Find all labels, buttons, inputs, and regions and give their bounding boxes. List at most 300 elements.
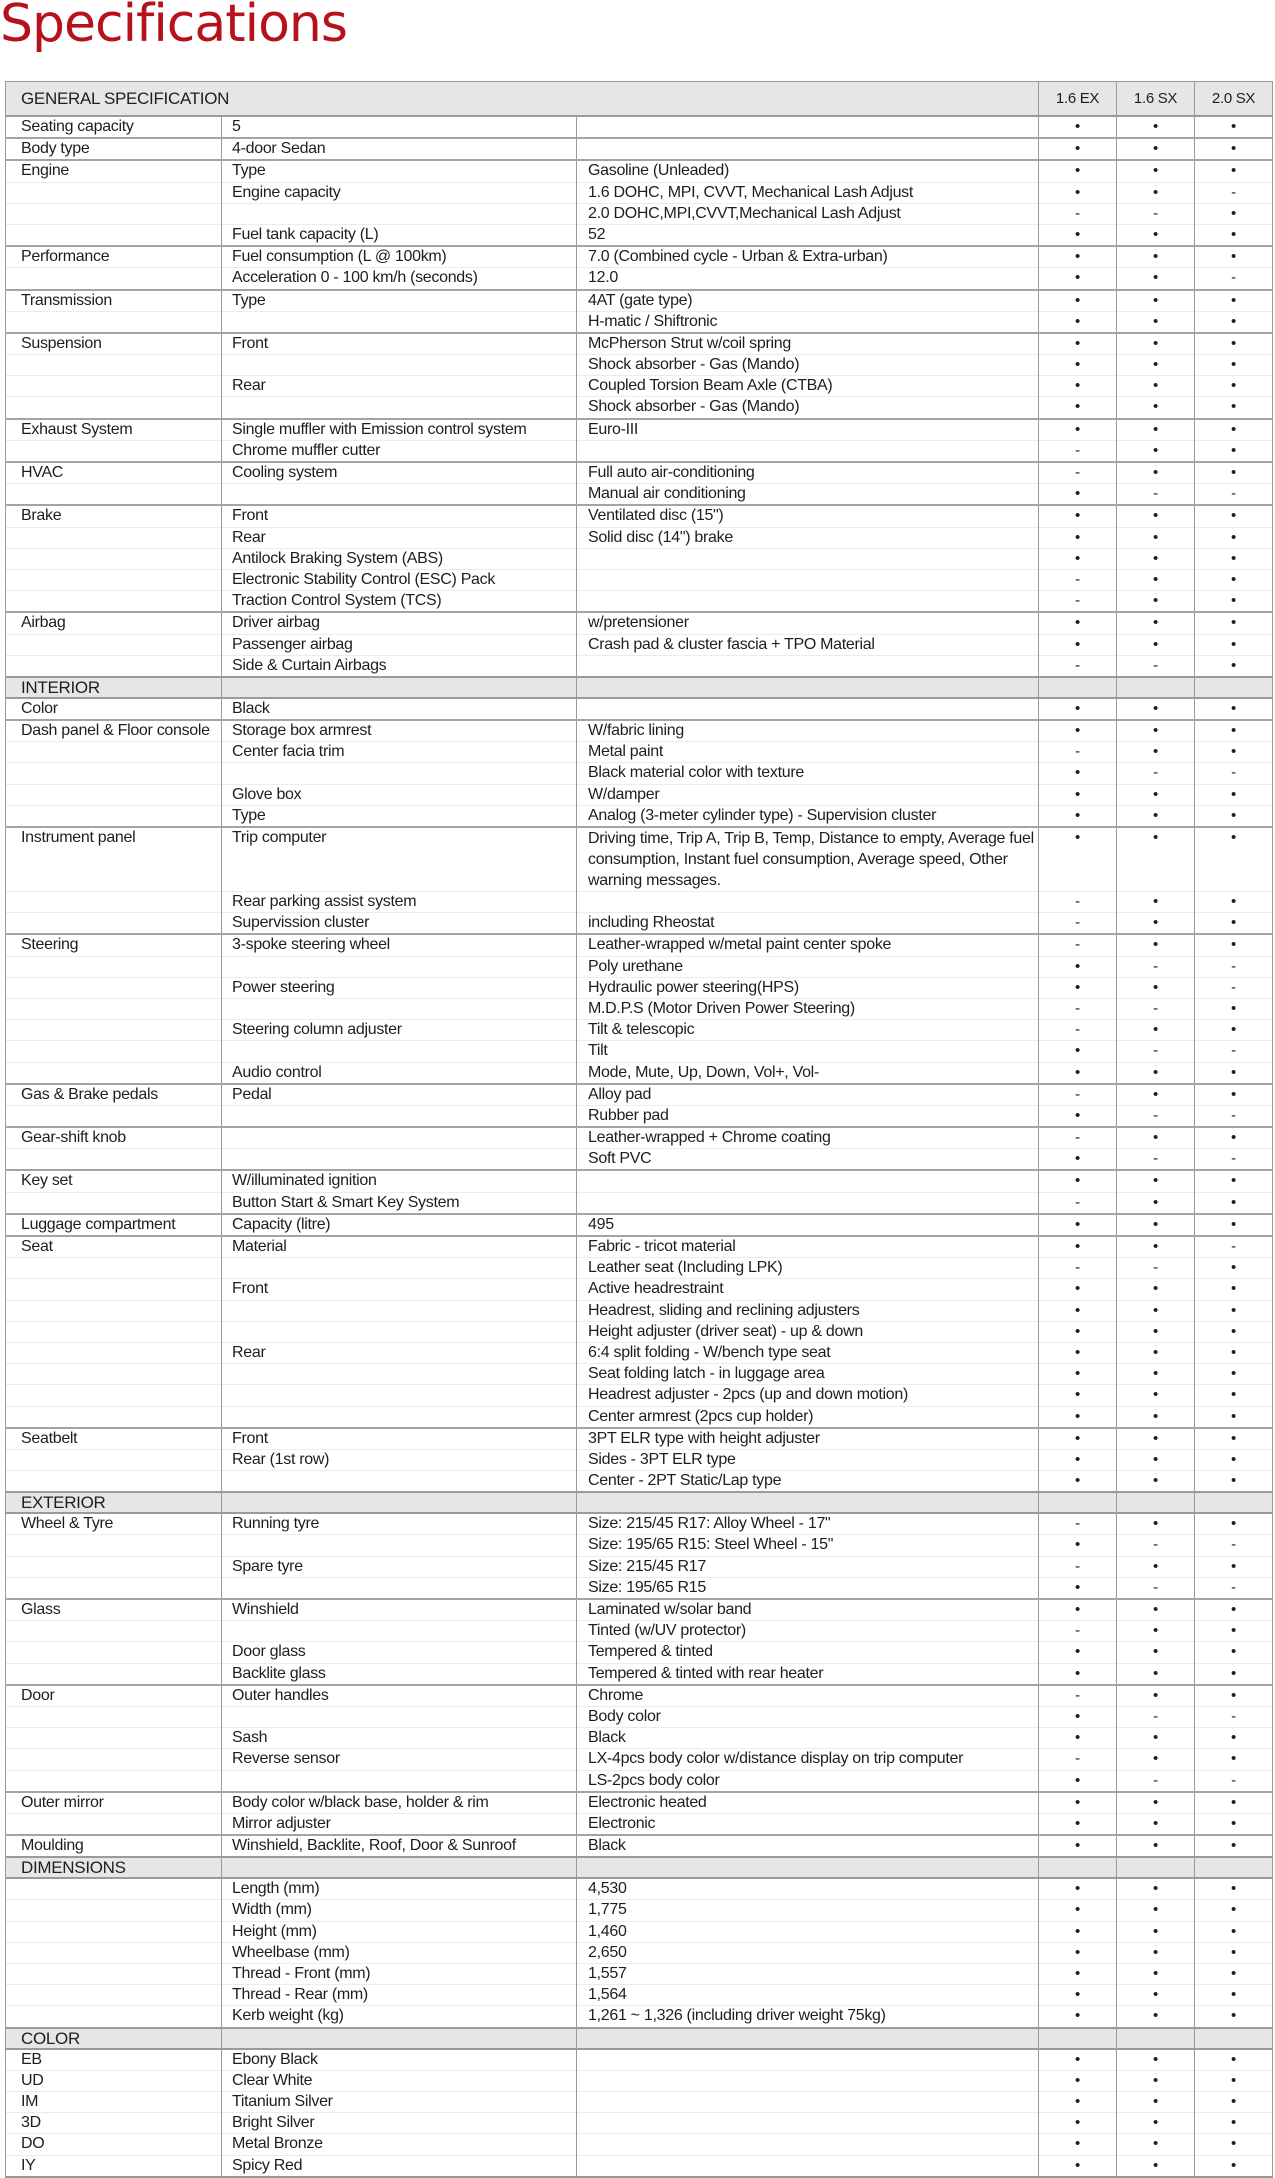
availability-mark-2-0-sx: • bbox=[1195, 569, 1273, 590]
spec-category: Brake bbox=[6, 505, 222, 527]
spec-row bbox=[6, 1321, 1273, 1342]
availability-mark-1-6-sx: • bbox=[1117, 827, 1195, 892]
spec-item: Fuel consumption (L @ 100km) bbox=[222, 246, 577, 268]
spec-row bbox=[6, 784, 1273, 805]
spec-row bbox=[6, 1170, 1273, 1192]
spec-detail: LS-2pcs body color bbox=[577, 1770, 1039, 1792]
availability-mark-1-6-sx: • bbox=[1117, 1300, 1195, 1321]
availability-mark-1-6-ex: - bbox=[1039, 1020, 1117, 1041]
spec-detail: Body color bbox=[577, 1706, 1039, 1727]
availability-mark-2-0-sx: • bbox=[1195, 160, 1273, 182]
availability-mark-1-6-ex: - bbox=[1039, 1513, 1117, 1535]
availability-mark-2-0-sx: - bbox=[1195, 763, 1273, 784]
spec-row bbox=[6, 720, 1273, 742]
spec-category bbox=[6, 1535, 222, 1556]
spec-item: Winshield bbox=[222, 1599, 577, 1621]
spec-item: Outer handles bbox=[222, 1685, 577, 1707]
availability-mark-2-0-sx: • bbox=[1195, 1300, 1273, 1321]
spec-category bbox=[6, 311, 222, 333]
availability-mark-1-6-sx: • bbox=[1117, 1556, 1195, 1577]
spec-item bbox=[222, 355, 577, 376]
spec-item bbox=[222, 956, 577, 977]
spec-category: Instrument panel bbox=[6, 827, 222, 892]
spec-item bbox=[222, 1577, 577, 1599]
spec-item: Door glass bbox=[222, 1642, 577, 1663]
spec-detail: Analog (3-meter cylinder type) - Supervision cluster bbox=[577, 805, 1039, 827]
availability-mark-1-6-ex: - bbox=[1039, 655, 1117, 677]
spec-row bbox=[6, 1813, 1273, 1835]
availability-mark-2-0-sx: • bbox=[1195, 224, 1273, 246]
spec-item: Traction Control System (TCS) bbox=[222, 591, 577, 613]
availability-mark-1-6-ex: - bbox=[1039, 1621, 1117, 1642]
spec-detail: Black bbox=[577, 1835, 1039, 1857]
spec-item: Reverse sensor bbox=[222, 1749, 577, 1770]
availability-mark-1-6-ex: • bbox=[1039, 116, 1117, 138]
availability-mark-1-6-ex: • bbox=[1039, 1364, 1117, 1385]
section-header-filler bbox=[1195, 1857, 1273, 1878]
spec-detail: 1,775 bbox=[577, 1900, 1039, 1921]
section-header-filler bbox=[1039, 2028, 1117, 2049]
spec-item bbox=[222, 397, 577, 419]
section-title: INTERIOR bbox=[6, 677, 222, 698]
spec-category: Seat bbox=[6, 1236, 222, 1258]
spec-category bbox=[6, 763, 222, 784]
availability-mark-2-0-sx: • bbox=[1195, 892, 1273, 913]
spec-row bbox=[6, 462, 1273, 484]
availability-mark-2-0-sx: • bbox=[1195, 527, 1273, 548]
availability-mark-2-0-sx: • bbox=[1195, 1428, 1273, 1450]
spec-row bbox=[6, 224, 1273, 246]
section-header-row bbox=[6, 1492, 1273, 1513]
availability-mark-1-6-sx: • bbox=[1117, 934, 1195, 956]
spec-row bbox=[6, 1020, 1273, 1041]
spec-item bbox=[222, 1300, 577, 1321]
availability-mark-2-0-sx: • bbox=[1195, 203, 1273, 224]
spec-category bbox=[6, 440, 222, 462]
spec-category bbox=[6, 805, 222, 827]
availability-mark-1-6-sx: • bbox=[1117, 2049, 1195, 2071]
availability-mark-1-6-sx: • bbox=[1117, 1084, 1195, 1106]
availability-mark-1-6-sx: • bbox=[1117, 1342, 1195, 1363]
spec-detail: 4AT (gate type) bbox=[577, 290, 1039, 312]
availability-mark-1-6-sx: • bbox=[1117, 268, 1195, 290]
availability-mark-2-0-sx: • bbox=[1195, 440, 1273, 462]
availability-mark-1-6-sx: - bbox=[1117, 956, 1195, 977]
availability-mark-1-6-ex: • bbox=[1039, 1706, 1117, 1727]
spec-row bbox=[6, 333, 1273, 355]
spec-detail: Crash pad & cluster fascia + TPO Material bbox=[577, 634, 1039, 655]
availability-mark-1-6-ex: • bbox=[1039, 246, 1117, 268]
spec-category bbox=[6, 397, 222, 419]
spec-category bbox=[6, 784, 222, 805]
spec-category bbox=[6, 892, 222, 913]
availability-mark-1-6-sx: • bbox=[1117, 1279, 1195, 1300]
availability-mark-2-0-sx: • bbox=[1195, 419, 1273, 441]
availability-mark-1-6-ex: - bbox=[1039, 203, 1117, 224]
availability-mark-1-6-sx: • bbox=[1117, 742, 1195, 763]
spec-category bbox=[6, 1020, 222, 1041]
availability-mark-2-0-sx: • bbox=[1195, 333, 1273, 355]
spec-item: Single muffler with Emission control system bbox=[222, 419, 577, 441]
availability-mark-2-0-sx: • bbox=[1195, 1599, 1273, 1621]
availability-mark-1-6-sx: • bbox=[1117, 1985, 1195, 2006]
availability-mark-1-6-sx: • bbox=[1117, 1236, 1195, 1258]
spec-row bbox=[6, 1385, 1273, 1406]
spec-row bbox=[6, 1428, 1273, 1450]
spec-category: Seatbelt bbox=[6, 1428, 222, 1450]
spec-row bbox=[6, 1878, 1273, 1900]
availability-mark-1-6-ex: • bbox=[1039, 1813, 1117, 1835]
availability-mark-2-0-sx: • bbox=[1195, 1685, 1273, 1707]
spec-category bbox=[6, 1770, 222, 1792]
availability-mark-1-6-ex: • bbox=[1039, 182, 1117, 203]
availability-mark-2-0-sx: • bbox=[1195, 1192, 1273, 1214]
spec-row bbox=[6, 763, 1273, 784]
spec-item: Winshield, Backlite, Roof, Door & Sunroof bbox=[222, 1835, 577, 1857]
availability-mark-1-6-sx: • bbox=[1117, 569, 1195, 590]
availability-mark-1-6-ex: • bbox=[1039, 1170, 1117, 1192]
section-title: COLOR bbox=[6, 2028, 222, 2049]
spec-category bbox=[6, 224, 222, 246]
spec-row bbox=[6, 1749, 1273, 1770]
spec-detail bbox=[577, 892, 1039, 913]
availability-mark-1-6-ex: • bbox=[1039, 1663, 1117, 1685]
availability-mark-1-6-ex: - bbox=[1039, 462, 1117, 484]
section-title-general: GENERAL SPECIFICATION bbox=[6, 82, 1039, 117]
section-header-filler bbox=[1117, 2028, 1195, 2049]
availability-mark-1-6-sx: - bbox=[1117, 1577, 1195, 1599]
spec-detail: Euro-III bbox=[577, 419, 1039, 441]
spec-row bbox=[6, 290, 1273, 312]
spec-category bbox=[6, 1878, 222, 1900]
availability-mark-1-6-ex: • bbox=[1039, 1214, 1117, 1236]
availability-mark-1-6-sx: • bbox=[1117, 440, 1195, 462]
spec-detail bbox=[577, 548, 1039, 569]
availability-mark-1-6-ex: • bbox=[1039, 1279, 1117, 1300]
spec-item: Thread - Front (mm) bbox=[222, 1964, 577, 1985]
spec-category: Door bbox=[6, 1685, 222, 1707]
spec-item: Front bbox=[222, 505, 577, 527]
spec-row bbox=[6, 892, 1273, 913]
section-header-filler bbox=[1195, 677, 1273, 698]
spec-detail: 6:4 split folding - W/bench type seat bbox=[577, 1342, 1039, 1363]
spec-detail: Full auto air-conditioning bbox=[577, 462, 1039, 484]
spec-item: Rear bbox=[222, 527, 577, 548]
spec-row bbox=[6, 376, 1273, 397]
spec-detail: Tilt bbox=[577, 1041, 1039, 1062]
spec-category bbox=[6, 1300, 222, 1321]
availability-mark-1-6-ex: • bbox=[1039, 698, 1117, 720]
availability-mark-1-6-ex: • bbox=[1039, 138, 1117, 160]
spec-row bbox=[6, 2155, 1273, 2177]
spec-item: Button Start & Smart Key System bbox=[222, 1192, 577, 1214]
availability-mark-2-0-sx: - bbox=[1195, 268, 1273, 290]
spec-detail: Laminated w/solar band bbox=[577, 1599, 1039, 1621]
availability-mark-2-0-sx: - bbox=[1195, 1105, 1273, 1127]
spec-detail: Tinted (w/UV protector) bbox=[577, 1621, 1039, 1642]
availability-mark-1-6-sx: • bbox=[1117, 1621, 1195, 1642]
availability-mark-1-6-sx: - bbox=[1117, 763, 1195, 784]
spec-category bbox=[6, 1449, 222, 1470]
availability-mark-1-6-sx: • bbox=[1117, 805, 1195, 827]
spec-row bbox=[6, 1621, 1273, 1642]
spec-category: Suspension bbox=[6, 333, 222, 355]
spec-item: Type bbox=[222, 290, 577, 312]
availability-mark-1-6-ex: • bbox=[1039, 1385, 1117, 1406]
spec-category: Glass bbox=[6, 1599, 222, 1621]
spec-row bbox=[6, 1513, 1273, 1535]
spec-detail: w/pretensioner bbox=[577, 612, 1039, 634]
spec-detail: 1,557 bbox=[577, 1964, 1039, 1985]
spec-row bbox=[6, 355, 1273, 376]
section-header-filler bbox=[1117, 677, 1195, 698]
spec-category: Transmission bbox=[6, 290, 222, 312]
availability-mark-1-6-ex: • bbox=[1039, 1041, 1117, 1062]
spec-row bbox=[6, 160, 1273, 182]
spec-row bbox=[6, 116, 1273, 138]
availability-mark-1-6-ex: • bbox=[1039, 1985, 1117, 2006]
availability-mark-1-6-sx: • bbox=[1117, 333, 1195, 355]
spec-item bbox=[222, 1258, 577, 1279]
section-header-filler bbox=[222, 1857, 577, 1878]
availability-mark-2-0-sx: • bbox=[1195, 2091, 1273, 2112]
availability-mark-1-6-ex: • bbox=[1039, 527, 1117, 548]
availability-mark-1-6-sx: • bbox=[1117, 1385, 1195, 1406]
availability-mark-1-6-ex: • bbox=[1039, 1792, 1117, 1814]
availability-mark-1-6-ex: • bbox=[1039, 1921, 1117, 1942]
spec-detail: Gasoline (Unleaded) bbox=[577, 160, 1039, 182]
availability-mark-1-6-ex: • bbox=[1039, 1236, 1117, 1258]
availability-mark-1-6-sx: • bbox=[1117, 355, 1195, 376]
section-header-filler bbox=[577, 2028, 1039, 2049]
spec-detail: Leather seat (Including LPK) bbox=[577, 1258, 1039, 1279]
spec-row bbox=[6, 805, 1273, 827]
availability-mark-1-6-ex: • bbox=[1039, 1406, 1117, 1428]
spec-category: EB bbox=[6, 2049, 222, 2071]
availability-mark-1-6-ex: • bbox=[1039, 1835, 1117, 1857]
spec-row bbox=[6, 2091, 1273, 2112]
availability-mark-2-0-sx: - bbox=[1195, 182, 1273, 203]
spec-row bbox=[6, 311, 1273, 333]
spec-item: Front bbox=[222, 333, 577, 355]
spec-detail: Metal paint bbox=[577, 742, 1039, 763]
availability-mark-2-0-sx: • bbox=[1195, 1449, 1273, 1470]
availability-mark-1-6-ex: • bbox=[1039, 1770, 1117, 1792]
spec-item: Chrome muffler cutter bbox=[222, 440, 577, 462]
spec-row bbox=[6, 1770, 1273, 1792]
availability-mark-1-6-ex: • bbox=[1039, 333, 1117, 355]
availability-mark-1-6-ex: • bbox=[1039, 1599, 1117, 1621]
availability-mark-1-6-sx: • bbox=[1117, 1921, 1195, 1942]
availability-mark-1-6-ex: • bbox=[1039, 720, 1117, 742]
availability-mark-1-6-sx: • bbox=[1117, 1170, 1195, 1192]
availability-mark-2-0-sx: - bbox=[1195, 1706, 1273, 1727]
spec-detail: Height adjuster (driver seat) - up & down bbox=[577, 1321, 1039, 1342]
section-header-filler bbox=[222, 2028, 577, 2049]
availability-mark-2-0-sx: • bbox=[1195, 1900, 1273, 1921]
spec-detail: Leather-wrapped + Chrome coating bbox=[577, 1127, 1039, 1149]
availability-mark-1-6-sx: • bbox=[1117, 311, 1195, 333]
spec-item: Titanium Silver bbox=[222, 2091, 577, 2112]
spec-detail: Tempered & tinted with rear heater bbox=[577, 1663, 1039, 1685]
spec-detail: Shock absorber - Gas (Mando) bbox=[577, 397, 1039, 419]
availability-mark-1-6-ex: • bbox=[1039, 634, 1117, 655]
spec-row bbox=[6, 1792, 1273, 1814]
spec-item: Metal Bronze bbox=[222, 2134, 577, 2155]
availability-mark-1-6-sx: • bbox=[1117, 548, 1195, 569]
spec-item: Rear bbox=[222, 376, 577, 397]
spec-row bbox=[6, 591, 1273, 613]
spec-category: Performance bbox=[6, 246, 222, 268]
spec-category bbox=[6, 1321, 222, 1342]
section-header-row bbox=[6, 1857, 1273, 1878]
spec-detail: Leather-wrapped w/metal paint center spoke bbox=[577, 934, 1039, 956]
availability-mark-1-6-sx: • bbox=[1117, 419, 1195, 441]
availability-mark-1-6-ex: • bbox=[1039, 160, 1117, 182]
spec-category bbox=[6, 1279, 222, 1300]
availability-mark-1-6-sx: • bbox=[1117, 160, 1195, 182]
spec-category: Dash panel & Floor console bbox=[6, 720, 222, 742]
availability-mark-1-6-sx: - bbox=[1117, 1105, 1195, 1127]
availability-mark-1-6-sx: • bbox=[1117, 698, 1195, 720]
spec-category: UD bbox=[6, 2070, 222, 2091]
availability-mark-1-6-sx: • bbox=[1117, 2091, 1195, 2112]
spec-category: Exhaust System bbox=[6, 419, 222, 441]
spec-category bbox=[6, 1749, 222, 1770]
spec-category bbox=[6, 1385, 222, 1406]
spec-item bbox=[222, 763, 577, 784]
section-title: DIMENSIONS bbox=[6, 1857, 222, 1878]
spec-detail bbox=[577, 138, 1039, 160]
spec-category bbox=[6, 484, 222, 506]
spec-detail: Fabric - tricot material bbox=[577, 1236, 1039, 1258]
spec-item: Clear White bbox=[222, 2070, 577, 2091]
availability-mark-2-0-sx: • bbox=[1195, 1279, 1273, 1300]
spec-detail: Headrest adjuster - 2pcs (up and down motion) bbox=[577, 1385, 1039, 1406]
availability-mark-1-6-sx: • bbox=[1117, 505, 1195, 527]
availability-mark-1-6-sx: - bbox=[1117, 998, 1195, 1019]
availability-mark-2-0-sx: • bbox=[1195, 1364, 1273, 1385]
availability-mark-1-6-sx: • bbox=[1117, 1599, 1195, 1621]
availability-mark-2-0-sx: • bbox=[1195, 376, 1273, 397]
spec-item: Passenger airbag bbox=[222, 634, 577, 655]
spec-item bbox=[222, 484, 577, 506]
availability-mark-1-6-sx: • bbox=[1117, 892, 1195, 913]
availability-mark-1-6-sx: • bbox=[1117, 1062, 1195, 1084]
availability-mark-1-6-ex: • bbox=[1039, 484, 1117, 506]
availability-mark-1-6-ex: • bbox=[1039, 419, 1117, 441]
spec-detail bbox=[577, 116, 1039, 138]
availability-mark-1-6-ex: • bbox=[1039, 311, 1117, 333]
spec-row bbox=[6, 138, 1273, 160]
availability-mark-1-6-ex: • bbox=[1039, 290, 1117, 312]
spec-row bbox=[6, 1236, 1273, 1258]
spec-row bbox=[6, 1964, 1273, 1985]
spec-row bbox=[6, 505, 1273, 527]
spec-item: Storage box armrest bbox=[222, 720, 577, 742]
section-header-filler bbox=[1117, 1857, 1195, 1878]
availability-mark-2-0-sx: • bbox=[1195, 1749, 1273, 1770]
spec-detail: 1,564 bbox=[577, 1985, 1039, 2006]
spec-category: Airbag bbox=[6, 612, 222, 634]
section-header-row bbox=[6, 677, 1273, 698]
availability-mark-1-6-ex: - bbox=[1039, 440, 1117, 462]
availability-mark-1-6-ex: • bbox=[1039, 2070, 1117, 2091]
availability-mark-2-0-sx: • bbox=[1195, 1642, 1273, 1663]
spec-row bbox=[6, 1192, 1273, 1214]
spec-detail: 7.0 (Combined cycle - Urban & Extra-urban) bbox=[577, 246, 1039, 268]
availability-mark-1-6-ex: • bbox=[1039, 827, 1117, 892]
availability-mark-1-6-ex: - bbox=[1039, 1556, 1117, 1577]
availability-mark-1-6-sx: • bbox=[1117, 1900, 1195, 1921]
availability-mark-2-0-sx: • bbox=[1195, 1406, 1273, 1428]
spec-category: Wheel & Tyre bbox=[6, 1513, 222, 1535]
availability-mark-1-6-ex: - bbox=[1039, 1258, 1117, 1279]
availability-mark-1-6-sx: • bbox=[1117, 397, 1195, 419]
spec-item: Power steering bbox=[222, 977, 577, 998]
availability-mark-1-6-sx: • bbox=[1117, 527, 1195, 548]
availability-mark-2-0-sx: • bbox=[1195, 1170, 1273, 1192]
spec-item bbox=[222, 1706, 577, 1727]
availability-mark-1-6-ex: - bbox=[1039, 1127, 1117, 1149]
availability-mark-1-6-ex: • bbox=[1039, 548, 1117, 569]
spec-category bbox=[6, 1728, 222, 1749]
availability-mark-1-6-sx: • bbox=[1117, 246, 1195, 268]
section-header-filler bbox=[1039, 1857, 1117, 1878]
spec-row bbox=[6, 1835, 1273, 1857]
spec-detail: Tempered & tinted bbox=[577, 1642, 1039, 1663]
spec-item: Spicy Red bbox=[222, 2155, 577, 2177]
spec-category bbox=[6, 1258, 222, 1279]
spec-item: Front bbox=[222, 1279, 577, 1300]
spec-detail: Center - 2PT Static/Lap type bbox=[577, 1471, 1039, 1493]
specifications-table bbox=[5, 81, 1273, 2178]
availability-mark-1-6-ex: • bbox=[1039, 763, 1117, 784]
spec-item: Driver airbag bbox=[222, 612, 577, 634]
availability-mark-1-6-sx: • bbox=[1117, 1428, 1195, 1450]
spec-item: Mirror adjuster bbox=[222, 1813, 577, 1835]
spec-category bbox=[6, 1921, 222, 1942]
availability-mark-1-6-sx: • bbox=[1117, 224, 1195, 246]
section-header-filler bbox=[1195, 2028, 1273, 2049]
spec-category bbox=[6, 1621, 222, 1642]
variant-header-2-0-sx: 2.0 SX bbox=[1195, 82, 1273, 117]
availability-mark-2-0-sx: • bbox=[1195, 355, 1273, 376]
spec-item: Side & Curtain Airbags bbox=[222, 655, 577, 677]
spec-row bbox=[6, 1535, 1273, 1556]
availability-mark-1-6-ex: - bbox=[1039, 892, 1117, 913]
availability-mark-2-0-sx: • bbox=[1195, 2134, 1273, 2155]
availability-mark-1-6-sx: • bbox=[1117, 1513, 1195, 1535]
availability-mark-1-6-ex: • bbox=[1039, 1964, 1117, 1985]
availability-mark-1-6-ex: - bbox=[1039, 998, 1117, 1019]
availability-mark-1-6-ex: - bbox=[1039, 1685, 1117, 1707]
availability-mark-2-0-sx: - bbox=[1195, 1149, 1273, 1171]
spec-row bbox=[6, 1706, 1273, 1727]
spec-item bbox=[222, 1127, 577, 1149]
spec-row bbox=[6, 913, 1273, 935]
spec-item: Black bbox=[222, 698, 577, 720]
availability-mark-2-0-sx: • bbox=[1195, 913, 1273, 935]
section-header-filler bbox=[577, 1492, 1039, 1513]
spec-category bbox=[6, 1964, 222, 1985]
availability-mark-2-0-sx: • bbox=[1195, 290, 1273, 312]
spec-detail: Size: 195/65 R15 bbox=[577, 1577, 1039, 1599]
spec-item: 3-spoke steering wheel bbox=[222, 934, 577, 956]
availability-mark-1-6-sx: • bbox=[1117, 784, 1195, 805]
spec-item: 4-door Sedan bbox=[222, 138, 577, 160]
spec-detail: Headrest, sliding and reclining adjusters bbox=[577, 1300, 1039, 1321]
